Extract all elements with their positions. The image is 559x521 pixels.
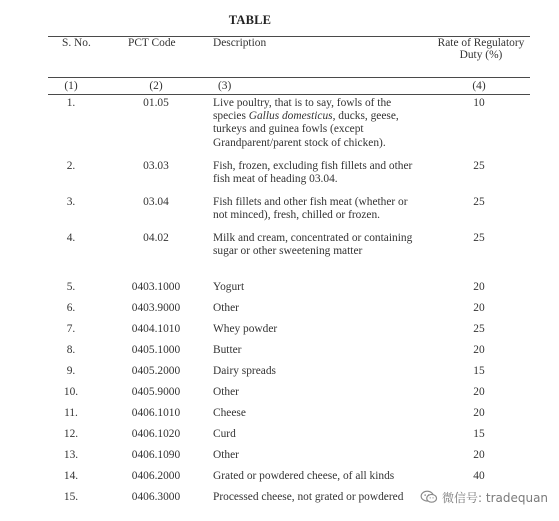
- description-text: Butter: [213, 344, 242, 356]
- cell-sno: 13.: [63, 449, 79, 461]
- cell-sno: 10.: [63, 386, 79, 398]
- description-text-continued: , ducks, geese, turkeys and guinea fowls (except Grandparent/parent stock of chicken).: [213, 110, 399, 149]
- cell-rate: 20: [473, 281, 485, 293]
- cell-rate: 40: [473, 470, 485, 482]
- cell-pct-code: 0406.3000: [131, 491, 181, 503]
- cell-rate: 20: [473, 302, 485, 314]
- cell-pct-code: 03.03: [143, 160, 169, 172]
- description-text: Fish, frozen, excluding fish fillets and other fish meat of heading 03.04.: [213, 160, 413, 186]
- cell-rate: 25: [473, 196, 485, 208]
- cell-description: [213, 97, 423, 150]
- cell-pct-code: 0406.2000: [131, 470, 181, 482]
- cell-description: [213, 323, 423, 336]
- cell-description: [213, 449, 423, 462]
- cell-sno: 8.: [66, 344, 76, 356]
- cell-rate: 25: [473, 232, 485, 244]
- description-text: Dairy spreads: [213, 365, 276, 377]
- cell-pct-code: 04.02: [143, 232, 169, 244]
- cell-sno: 12.: [63, 428, 79, 440]
- cell-description: [213, 196, 423, 222]
- cell-sno: 15.: [63, 491, 79, 503]
- cell-pct-code: 0406.1010: [131, 407, 181, 419]
- watermark-text: 微信号: tradequan: [442, 490, 549, 505]
- cell-pct-code: 0405.2000: [131, 365, 181, 377]
- header-description: Description: [213, 37, 267, 49]
- description-text: Curd: [213, 428, 236, 440]
- cell-pct-code: 0406.1090: [131, 449, 181, 461]
- cell-pct-code: 03.04: [143, 196, 169, 208]
- cell-description: [213, 232, 423, 258]
- description-text: Whey powder: [213, 323, 278, 335]
- cell-pct-code: 01.05: [143, 97, 169, 109]
- cell-sno: 7.: [66, 323, 76, 335]
- description-text: Grated or powdered cheese, of all kinds: [213, 470, 395, 482]
- description-text: Other: [213, 386, 239, 398]
- header-pct-code: PCT Code: [128, 37, 176, 49]
- cell-pct-code: 0403.1000: [131, 281, 181, 293]
- colnum-3: (3): [218, 80, 232, 92]
- cell-description: [213, 365, 423, 378]
- cell-sno: 5.: [66, 281, 76, 293]
- description-text: Other: [213, 302, 239, 314]
- rule-colnum-bottom: [48, 94, 530, 95]
- watermark: [420, 484, 556, 510]
- description-text: Fish fillets and other fish meat (whether or not minced), fresh, chilled or frozen.: [213, 196, 408, 222]
- description-text: Cheese: [213, 407, 246, 419]
- wechat-icon: [420, 490, 438, 504]
- colnum-4: (4): [472, 80, 486, 92]
- cell-pct-code: 0404.1010: [131, 323, 181, 335]
- cell-sno: 14.: [63, 470, 79, 482]
- cell-rate: 10: [473, 97, 485, 109]
- cell-pct-code: 0405.1000: [131, 344, 181, 356]
- cell-pct-code: 0403.9000: [131, 302, 181, 314]
- cell-sno: 9.: [66, 365, 76, 377]
- cell-description: [213, 491, 423, 504]
- cell-sno: 2.: [66, 160, 76, 172]
- cell-description: [213, 302, 423, 315]
- cell-rate: 20: [473, 449, 485, 461]
- colnum-2: (2): [149, 80, 163, 92]
- cell-rate: 15: [473, 365, 485, 377]
- description-text: Other: [213, 449, 239, 461]
- cell-rate: 25: [473, 323, 485, 335]
- cell-pct-code: 0405.9000: [131, 386, 181, 398]
- cell-description: [213, 386, 423, 399]
- header-sno: S. No.: [62, 37, 91, 49]
- rule-top: [48, 36, 530, 37]
- cell-sno: 11.: [64, 407, 78, 419]
- description-text: Processed cheese, not grated or powdered: [213, 491, 404, 503]
- description-text: Yogurt: [213, 281, 245, 293]
- rule-header-bottom: [48, 77, 530, 78]
- cell-rate: 25: [473, 160, 485, 172]
- cell-pct-code: 0406.1020: [131, 428, 181, 440]
- cell-description: [213, 470, 423, 483]
- cell-rate: 20: [473, 407, 485, 419]
- cell-sno: 3.: [66, 196, 76, 208]
- cell-rate: 20: [473, 386, 485, 398]
- description-italic-text: Gallus domesticus: [248, 110, 333, 123]
- cell-rate: 15: [473, 428, 485, 440]
- cell-sno: 1.: [66, 97, 76, 109]
- cell-sno: 6.: [66, 302, 76, 314]
- cell-rate: 20: [473, 344, 485, 356]
- colnum-1: (1): [64, 80, 78, 92]
- table-title: TABLE: [228, 13, 272, 27]
- description-text: Live poultry, that is to say, fowls of the species: [213, 97, 392, 123]
- header-rate: Rate of Regulatory Duty (%): [437, 37, 525, 62]
- cell-description: [213, 428, 423, 441]
- cell-description: [213, 281, 423, 294]
- cell-sno: 4.: [66, 232, 76, 244]
- description-text: Milk and cream, concentrated or containing sugar or other sweetening matter: [213, 232, 413, 258]
- cell-description: [213, 407, 423, 420]
- cell-description: [213, 344, 423, 357]
- cell-description: [213, 160, 423, 186]
